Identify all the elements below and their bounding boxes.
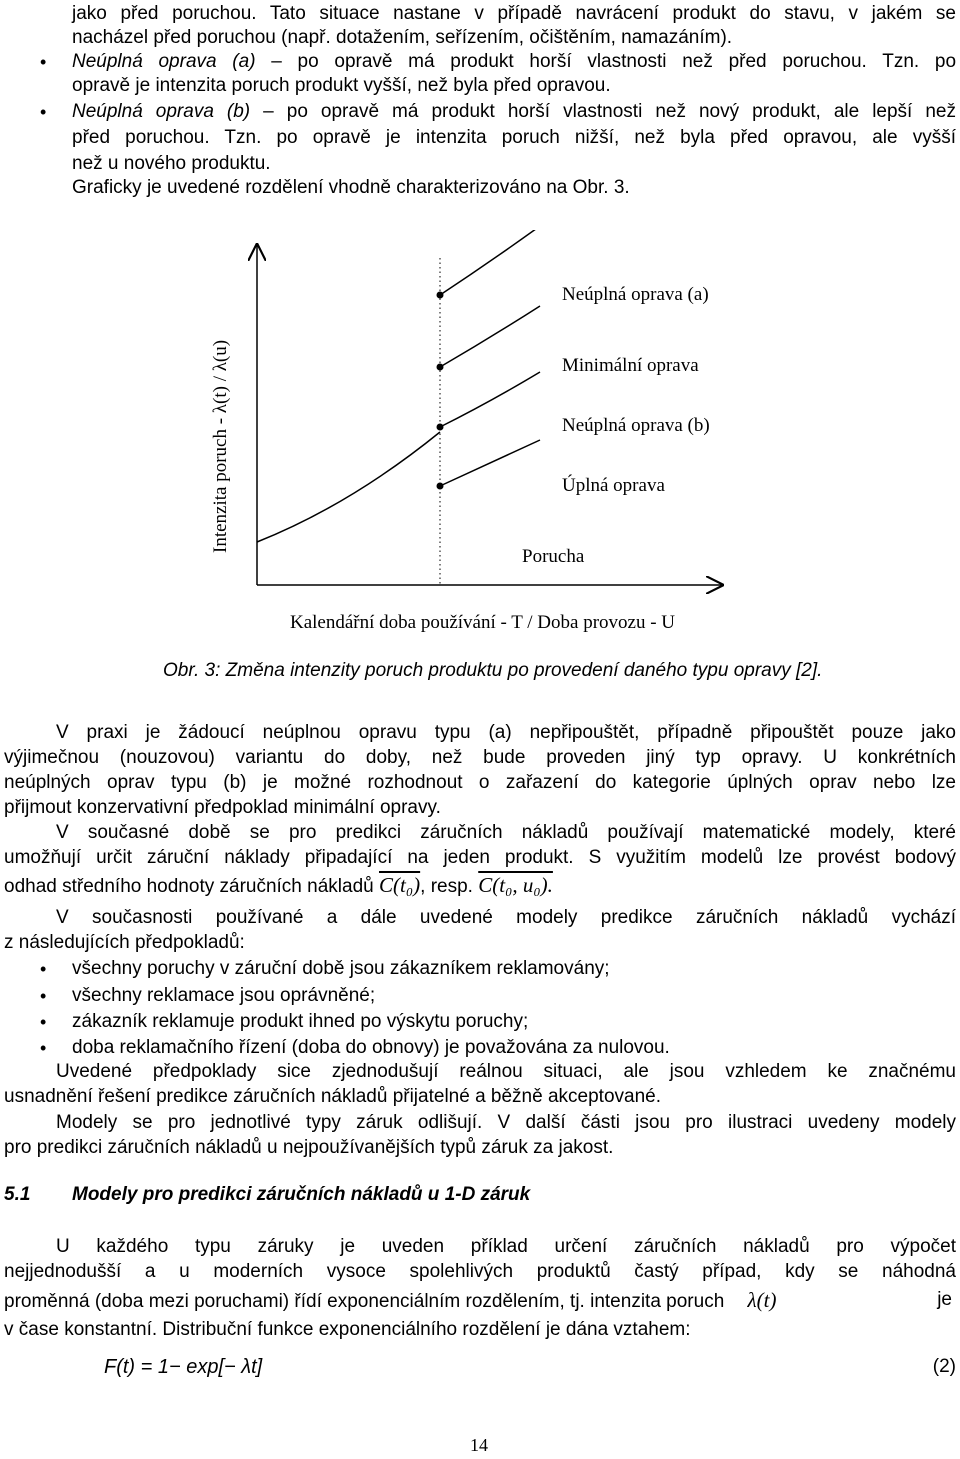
text-line: výjimečnou (nouzovou) variantu do doby, než bude proveden jiný typ opravy. U konkrétních (4, 747, 956, 768)
text-line: jako před poruchou. Tato situace nastane v případě navrácení produkt do stavu, v jakém se (72, 3, 956, 24)
formula-c-t0-u0: C(t₀, u₀). (478, 873, 553, 897)
label-full: Úplná oprava (562, 475, 665, 496)
bullet-item-b: Neúplná oprava (b) – po opravě má produkt horší vlastnosti než nový produkt, ale lepší než (72, 101, 956, 122)
bullet-icon: • (40, 52, 47, 72)
text-line: V současnosti používané a dále uvedené modely predikce záručních nákladů vychází (56, 907, 956, 928)
branch-b (440, 372, 540, 427)
y-axis-label: Intenzita poruch - λ(t) / λ(u) (210, 339, 231, 553)
text-line: usnadnění řešení predikce záručních nákladů přijatelné a běžně akceptované. (4, 1086, 661, 1107)
branch-a (440, 230, 540, 295)
point-min (437, 364, 444, 371)
text-line: Uvedené předpoklady sice zjednodušují reálnou situaci, ale jsou vzhledem ke značnému (56, 1061, 956, 1082)
text-line: nejjednodušší a u moderních vysoce spolehlivých produktů častý případ, kdy se náhodná (4, 1261, 956, 1282)
branch-min (440, 306, 540, 367)
text-line: umožňují určit záruční náklady připadající na jeden produkt. S využitím modelů lze provést bodový (4, 847, 956, 868)
intensity-curve (257, 432, 440, 542)
text-line: před poruchou. Tzn. po opravě je intenzita poruch nižší, než byla před opravou, ale vyšší (72, 127, 956, 148)
list-item: zákazník reklamuje produkt ihned po výskytu poruchy; (72, 1011, 529, 1032)
text-line: nacházel před poruchou (např. dotažením, seřízením, očištěním, namazáním). (72, 27, 733, 48)
point-b (437, 424, 444, 431)
point-full (437, 483, 444, 490)
figure-caption: Obr. 3: Změna intenzity poruch produktu po provedení daného typu opravy [2]. (163, 660, 823, 681)
text-line: pro predikci záručních nákladů u nejpoužívanějších typů záruk za jakost. (4, 1137, 614, 1158)
label-failure: Porucha (522, 546, 585, 567)
text-line: přijmout konzervativní předpoklad minimální opravy. (4, 797, 441, 818)
bullet-icon: • (40, 1038, 47, 1058)
section-number: 5.1 (4, 1184, 31, 1205)
text-line: V praxi je žádoucí neúplnou opravu typu (a) nepřipouštět, případně připouštět pouze jako (56, 722, 956, 743)
formula-lambda-t: λ(t) (747, 1288, 777, 1312)
branch-full (440, 440, 540, 486)
point-a (437, 292, 444, 299)
bullet-icon: • (40, 959, 47, 979)
text-line: Modely se pro jednotlivé typy záruk odlišují. V další části jsou pro ilustraci uvedeny modely (56, 1112, 956, 1133)
list-item: všechny poruchy v záruční době jsou zákazníkem reklamovány; (72, 958, 610, 979)
text-line: opravě je intenzita poruch produkt vyšší, než byla před opravou. (72, 75, 611, 96)
text-line: z následujících předpokladů: (4, 932, 245, 953)
figure-diagram (0, 230, 960, 660)
text-line: neúplných oprav typu (b) je možné rozhodnout o zařazení do kategorie úplných oprav nebo lze (4, 772, 956, 793)
text-line: U každého typu záruky je uveden příklad určení záručních nákladů pro výpočet (56, 1236, 956, 1257)
label-incomplete-a: Neúplná oprava (a) (562, 284, 709, 305)
bullet-item-a: Neúplná oprava (a) – po opravě má produkt horší vlastnosti než před poruchou. Tzn. po (72, 51, 957, 72)
formula-c-t0: C(t₀) (379, 873, 421, 897)
equation-number: (2) (932, 1356, 956, 1377)
label-incomplete-b: Neúplná oprava (b) (562, 415, 710, 436)
equation: F(t) = 1− exp[− λt] (104, 1356, 263, 1378)
x-axis-label: Kalendářní doba používání - T / Doba provozu - U (290, 612, 676, 633)
text-line: odhad středního hodnoty záručních nákladů C(t₀), resp. C(t₀, u₀). (4, 873, 553, 897)
text-line: v čase konstantní. Distribuční funkce exponenciálního rozdělení je dána vztahem: (4, 1319, 691, 1340)
page-number: 14 (470, 1435, 488, 1455)
text-line: proměnná (doba mezi poruchami) řídí exponenciálním rozdělením, tj. intenzita poruch λ(t) je (4, 1288, 952, 1312)
text-line: než u nového produktu. (72, 153, 271, 174)
list-item: doba reklamačního řízení (doba do obnovy) je považována za nulovou. (72, 1037, 670, 1058)
section-title: Modely pro predikci záručních nákladů u 1-D záruk (72, 1184, 531, 1205)
bullet-icon: • (40, 102, 47, 122)
text-line: Graficky je uvedené rozdělení vhodně charakterizováno na Obr. 3. (72, 177, 630, 198)
bullet-icon: • (40, 986, 47, 1006)
text-line: V současné době se pro predikci záručních nákladů používají matematické modely, které (56, 822, 956, 843)
label-minimal: Minimální oprava (562, 355, 699, 376)
bullet-icon: • (40, 1012, 47, 1032)
list-item: všechny reklamace jsou oprávněné; (72, 985, 376, 1006)
